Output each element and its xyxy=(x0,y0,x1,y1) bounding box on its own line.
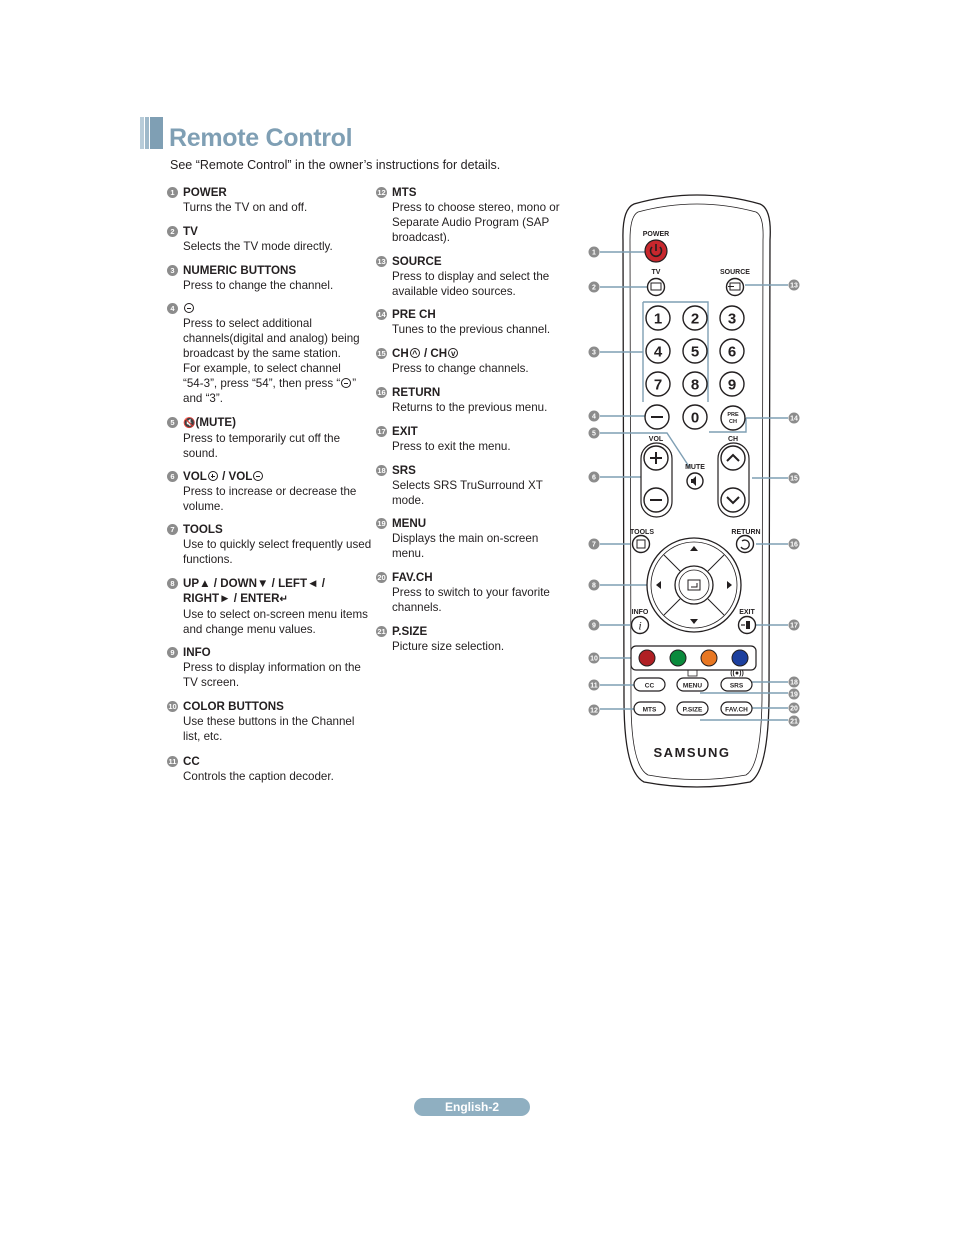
svg-text:7: 7 xyxy=(592,541,596,549)
minus-icon xyxy=(341,378,351,388)
svg-text:MENU: MENU xyxy=(682,682,703,690)
samsung-logo: SAMSUNG xyxy=(653,745,731,760)
mts-button[interactable] xyxy=(634,702,665,715)
source-button[interactable] xyxy=(727,279,744,296)
page-number-badge: English-2 xyxy=(414,1098,530,1116)
digit-button[interactable] xyxy=(646,306,670,330)
svg-text:4: 4 xyxy=(592,413,596,421)
list-item: 17 EXIT Press to exit the menu. xyxy=(377,425,511,453)
enter-icon: ↵ xyxy=(279,594,288,605)
digit-button[interactable] xyxy=(720,372,744,396)
srs-button[interactable] xyxy=(721,678,752,691)
navigation-pad xyxy=(647,538,741,632)
digit-button[interactable] xyxy=(720,339,744,363)
digit-button[interactable] xyxy=(646,339,670,363)
svg-text:17: 17 xyxy=(790,622,798,630)
svg-text:1: 1 xyxy=(653,310,663,328)
tools-button[interactable] xyxy=(633,536,650,553)
svg-text:MUTE: MUTE xyxy=(685,464,705,471)
volume-up-button[interactable] xyxy=(644,446,668,470)
menu-button[interactable] xyxy=(677,678,708,691)
list-item: 19 MENU Displays the main on-screen menu. xyxy=(377,517,539,560)
digit-button[interactable] xyxy=(683,405,707,429)
exit-icon xyxy=(746,621,750,629)
pre-ch-button[interactable] xyxy=(721,406,745,430)
cc-button[interactable] xyxy=(634,678,665,691)
channel-up-button[interactable] xyxy=(721,446,745,470)
list-item: 20 FAV.CH Press to switch to your favorite channels. xyxy=(377,571,550,614)
svg-text:PRE: PRE xyxy=(727,412,739,418)
svg-text:11: 11 xyxy=(590,682,598,690)
svg-text:7: 7 xyxy=(653,376,663,394)
svg-text:VOL: VOL xyxy=(648,436,664,443)
callouts-left xyxy=(589,247,600,716)
svg-text:MTS: MTS xyxy=(642,706,657,714)
pre-ch-minus-icon xyxy=(184,303,194,313)
svg-text:P.SIZE: P.SIZE xyxy=(682,706,703,714)
list-item: 6 VOL / VOL Press to increase or decrease the volume. xyxy=(183,469,373,514)
svg-text:4: 4 xyxy=(653,343,663,361)
svg-text:5: 5 xyxy=(690,343,700,361)
exit-button[interactable] xyxy=(739,617,756,634)
digit-button[interactable] xyxy=(683,306,707,330)
list-item: 13 SOURCE Press to display and select the available video sources. xyxy=(377,255,550,298)
svg-text:13: 13 xyxy=(790,282,798,290)
volume-down-button[interactable] xyxy=(644,488,668,512)
list-item: 8 UP▲ / DOWN▼ / LEFT◄ / RIGHT► / ENTER↵ Use to select on-screen menu items and change menu values. xyxy=(183,576,373,637)
info-icon: i xyxy=(638,618,642,633)
title-accent-bar xyxy=(140,117,163,149)
p-size-button[interactable] xyxy=(677,702,708,715)
svg-text:0: 0 xyxy=(690,409,700,427)
svg-text:5: 5 xyxy=(592,430,596,438)
channel-down-button[interactable] xyxy=(721,488,745,512)
blue-button[interactable] xyxy=(732,650,748,666)
list-item: 12 MTS Press to choose stereo, mono or Separate Audio Program (SAP broadcast). xyxy=(377,186,560,244)
svg-text:2: 2 xyxy=(690,310,700,328)
svg-text:9: 9 xyxy=(727,376,737,394)
digit-button[interactable] xyxy=(683,339,707,363)
dash-button[interactable] xyxy=(645,405,669,429)
digit-button[interactable] xyxy=(646,372,670,396)
svg-text:2: 2 xyxy=(592,284,596,292)
svg-text:6: 6 xyxy=(727,343,737,361)
svg-text:20: 20 xyxy=(790,705,798,713)
plus-icon xyxy=(208,471,218,481)
list-item: 3 NUMERIC BUTTONS Press to change the channel. xyxy=(183,263,373,293)
list-item: 16 RETURN Returns to the previous menu. xyxy=(377,386,548,414)
svg-text:10: 10 xyxy=(590,655,598,663)
svg-text:SOURCE: SOURCE xyxy=(720,269,750,276)
digit-button[interactable] xyxy=(683,372,707,396)
page-subtitle: See “Remote Control” in the owner’s instructions for details. xyxy=(170,158,501,172)
list-item: 11 CC Controls the caption decoder. xyxy=(168,755,334,783)
list-item: 4 Press to select additional channels(digital and analog) being broadcast by the same station. For example, to select channel “54-3”, press “54”, then press “ ” and “3”. xyxy=(183,301,373,406)
page-title: Remote Control xyxy=(169,124,353,152)
mute-button[interactable] xyxy=(687,473,703,489)
chevron-up-icon xyxy=(410,348,420,358)
fav-ch-button[interactable] xyxy=(721,702,752,715)
svg-text:6: 6 xyxy=(592,474,596,482)
list-item: 10 COLOR BUTTONS Use these buttons in the Channel list, etc. xyxy=(168,700,355,743)
list-item: 2 TV Selects the TV mode directly. xyxy=(183,224,373,254)
power-button[interactable] xyxy=(645,240,667,262)
svg-text:TV: TV xyxy=(651,269,661,276)
svg-text:3: 3 xyxy=(727,310,737,328)
menu-icon xyxy=(688,670,697,676)
svg-text:16: 16 xyxy=(790,541,798,549)
remote-diagram xyxy=(580,190,810,800)
digit-button[interactable] xyxy=(720,306,744,330)
list-item: 9 INFO Press to display information on the TV screen. xyxy=(183,645,373,690)
svg-text:CH: CH xyxy=(729,419,737,425)
svg-text:8: 8 xyxy=(592,582,596,590)
chevron-down-icon xyxy=(448,348,458,358)
svg-text:TOOLS: TOOLS xyxy=(630,529,654,536)
svg-text:12: 12 xyxy=(590,707,598,715)
svg-text:EXIT: EXIT xyxy=(739,609,755,616)
list-item: 15 CH^ / CHv Press to change channels. xyxy=(392,346,562,376)
svg-text:1: 1 xyxy=(592,249,596,257)
svg-text:CH: CH xyxy=(727,436,739,443)
info-button[interactable] xyxy=(632,617,649,634)
svg-text:8: 8 xyxy=(690,376,700,394)
tv-button[interactable] xyxy=(648,279,665,296)
svg-text:POWER: POWER xyxy=(642,231,670,238)
svg-text:CC: CC xyxy=(644,682,655,690)
svg-text:RETURN: RETURN xyxy=(731,529,761,536)
svg-text:19: 19 xyxy=(790,691,798,699)
callouts-right xyxy=(789,280,800,727)
red-button[interactable] xyxy=(639,650,655,666)
svg-text:INFO: INFO xyxy=(631,609,649,616)
svg-text:21: 21 xyxy=(790,718,798,726)
list-item: 1 POWER Turns the TV on and off. xyxy=(183,185,373,215)
enter-button[interactable] xyxy=(675,566,713,604)
return-button[interactable] xyxy=(737,536,754,553)
svg-text:15: 15 xyxy=(790,475,798,483)
list-item: 14 PRE CH Tunes to the previous channel. xyxy=(377,308,551,336)
yellow-button[interactable] xyxy=(701,650,717,666)
mute-icon: 🔇 xyxy=(183,418,196,429)
svg-text:9: 9 xyxy=(592,622,596,630)
svg-text:18: 18 xyxy=(790,679,798,687)
srs-icon: ((●)) xyxy=(730,670,744,677)
svg-text:14: 14 xyxy=(790,415,798,423)
svg-text:SRS: SRS xyxy=(729,682,744,690)
svg-text:FAV.CH: FAV.CH xyxy=(725,706,748,714)
minus-icon xyxy=(253,471,263,481)
list-item: 7 TOOLS Use to quickly select frequently used functions. xyxy=(183,522,373,567)
svg-text:3: 3 xyxy=(592,349,596,357)
list-item: 18 SRS Selects SRS TruSurround XT mode. xyxy=(377,464,543,507)
green-button[interactable] xyxy=(670,650,686,666)
list-item: 5 🔇(MUTE) Press to temporarily cut off the sound. xyxy=(183,415,373,461)
list-item: 21 P.SIZE Picture size selection. xyxy=(377,625,505,653)
